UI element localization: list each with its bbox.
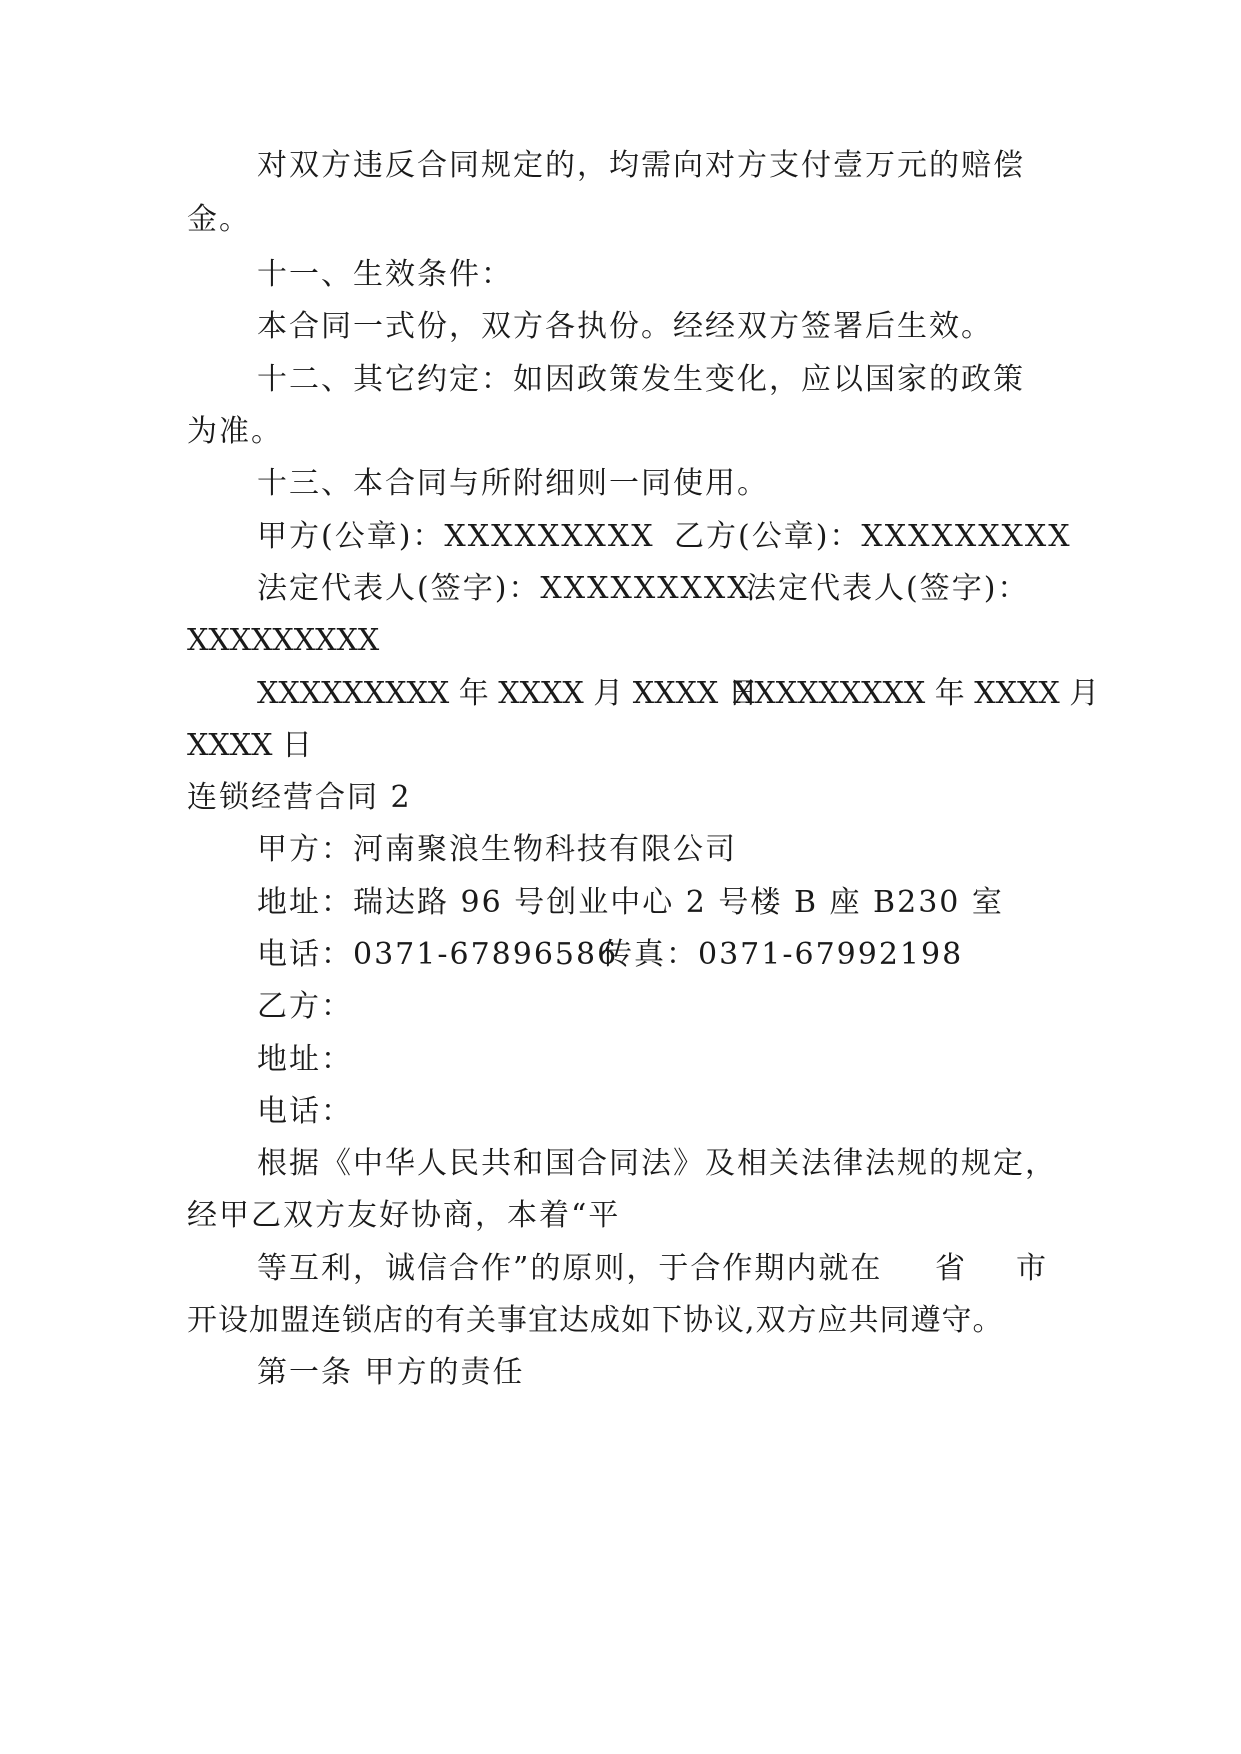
principle-text: 等互利，诚信合作”的原则，于合作期内就在 bbox=[257, 1251, 883, 1286]
clause-11-heading: 十一、生效条件： bbox=[257, 257, 513, 292]
article-1-heading: 第一条 甲方的责任 bbox=[257, 1355, 525, 1390]
city-blank-label: 市 bbox=[1016, 1251, 1048, 1286]
party-b-date-cont: XXXX 日 bbox=[187, 728, 312, 763]
clause-13-text: 十三、本合同与所附细则一同使用。 bbox=[257, 466, 769, 501]
party-b-representative: 法定代表人(签字)： bbox=[746, 571, 1030, 606]
clause-12-text: 十二、其它约定：如因政策发生变化，应以国家的政策 bbox=[257, 362, 1025, 397]
party-a-address: 地址：瑞达路 96 号创业中心 2 号楼 B 座 B230 室 bbox=[257, 885, 1004, 920]
preamble-text-cont: 经甲乙双方友好协商，本着“平 bbox=[187, 1198, 621, 1233]
party-b-address: 地址： bbox=[257, 1042, 353, 1077]
party-b-name: 乙方： bbox=[257, 989, 353, 1024]
party-a-representative: 法定代表人(签字)：XXXXXXXXX bbox=[257, 571, 751, 606]
party-a-name: 甲方：河南聚浪生物科技有限公司 bbox=[257, 832, 737, 867]
party-b-phone: 电话： bbox=[257, 1094, 353, 1129]
paragraph-compensation: 对双方违反合同规定的，均需向对方支付壹万元的赔偿 bbox=[257, 148, 1025, 183]
party-b-seal: 乙方(公章)：XXXXXXXXX bbox=[674, 519, 1072, 554]
party-a-date: XXXXXXXXX 年 XXXX 月 XXXX 日 bbox=[257, 676, 758, 711]
province-blank-label: 省 bbox=[935, 1251, 967, 1286]
party-a-fax: 传真：0371-67992198 bbox=[602, 937, 964, 972]
paragraph-compensation-cont: 金。 bbox=[187, 202, 251, 237]
preamble-text: 根据《中华人民共和国合同法》及相关法律法规的规定， bbox=[257, 1146, 1057, 1181]
contract-title: 连锁经营合同 2 bbox=[187, 780, 412, 815]
clause-11-text: 本合同一式份，双方各执份。经经双方签署后生效。 bbox=[257, 309, 993, 344]
party-b-date: XXXXXXXXX 年 XXXX 月 bbox=[733, 676, 1100, 711]
principle-text-cont: 开设加盟连锁店的有关事宜达成如下协议,双方应共同遵守。 bbox=[187, 1303, 1004, 1338]
party-a-seal: 甲方(公章)：XXXXXXXXX bbox=[257, 519, 655, 554]
clause-12-text-cont: 为准。 bbox=[187, 414, 283, 449]
party-b-representative-value: XXXXXXXXX bbox=[187, 623, 380, 658]
party-a-phone: 电话：0371-67896586 bbox=[257, 937, 619, 972]
